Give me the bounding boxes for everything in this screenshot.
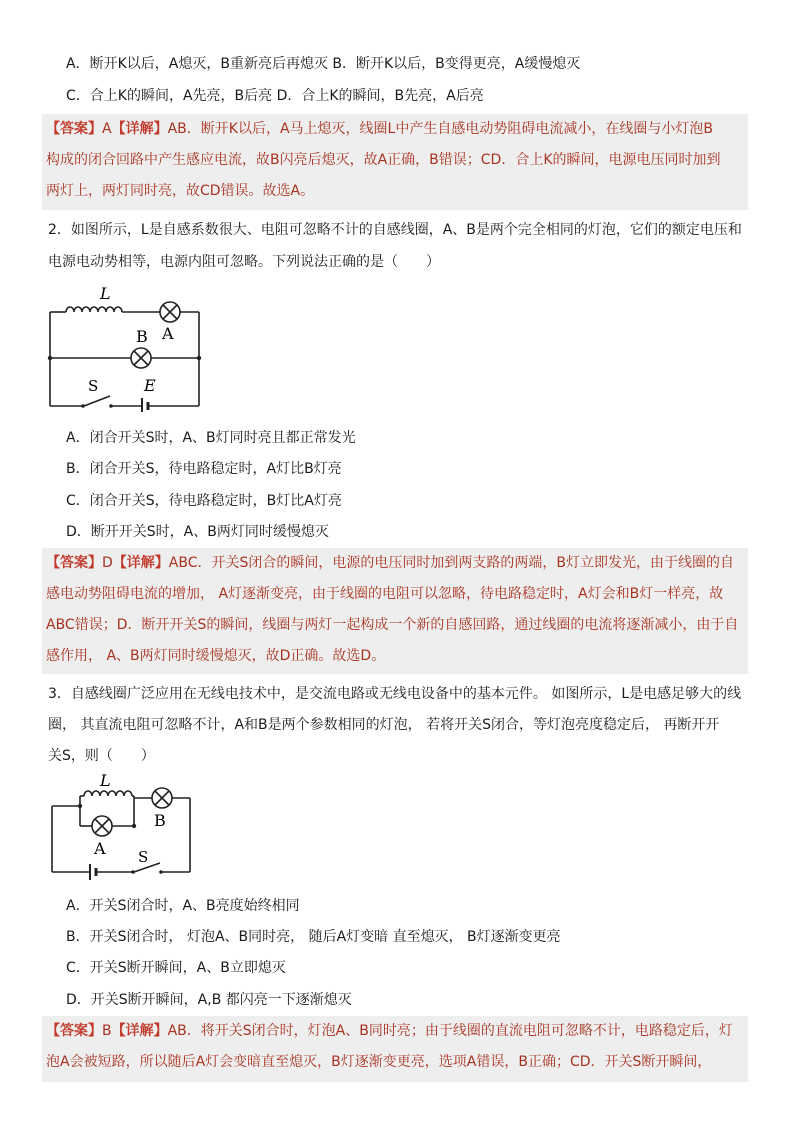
explain-text: 感作用， A、B两灯同时缓慢熄灭，故D正确。故选D。 bbox=[46, 648, 386, 664]
answer-letter: A bbox=[102, 121, 112, 137]
q2-option-b: B．闭合开关S，待电路稳定时，A灯比B灯亮 bbox=[66, 461, 342, 477]
q3-option-a: A．开关S闭合时，A、B亮度始终相同 bbox=[66, 898, 300, 914]
answer-tag: 【答案】 bbox=[46, 121, 102, 137]
explain-tag: 【详解】 bbox=[111, 1023, 168, 1039]
q3-stem: 圈， 其直流电阻可忽略不计，A和B是两个参数相同的灯泡， 若将开关S闭合，等灯泡亮度稳定后， 再断开开 bbox=[48, 717, 720, 733]
explain-tag: 【详解】 bbox=[111, 121, 168, 137]
q1-answer-box bbox=[42, 114, 748, 210]
q2-answer-box bbox=[42, 548, 748, 674]
explain-text: ABC．开关S闭合的瞬间，电源的电压同时加到两支路的两端，B灯立即发光，由于线圈的自 bbox=[168, 555, 734, 571]
q3-stem: 关S，则（ ） bbox=[48, 748, 155, 764]
q3-answer-box bbox=[42, 1016, 748, 1082]
q2-option-c: C．闭合开关S，待电路稳定时，B灯比A灯亮 bbox=[66, 493, 342, 509]
q2-stem: 电源电动势相等，电源内阻可忽略。下列说法正确的是（ ） bbox=[48, 254, 440, 270]
explain-tag: 【详解】 bbox=[112, 555, 169, 571]
answer-tag: 【答案】 bbox=[46, 555, 102, 571]
label-e: E bbox=[144, 376, 156, 395]
label-s: S bbox=[88, 377, 99, 395]
label-a: A bbox=[94, 839, 106, 858]
switch-s bbox=[84, 396, 110, 406]
q2-stem: 2．如图所示，L是自感系数很大、电阻可忽略不计的自感线圈，A、B是两个完全相同的灯泡，它们的额定电压和 bbox=[48, 222, 742, 238]
answer-letter: D bbox=[102, 555, 113, 571]
label-l: L bbox=[100, 284, 111, 303]
explain-text: 感电动势阻碍电流的增加， A灯逐渐变亮，由于线圈的电阻可以忽略，待电路稳定时，A灯会和B灯一样亮，故 bbox=[46, 586, 724, 602]
explain-text: AB．断开K以后，A马上熄灭，线圈L中产生自感电动势阻碍电流减小，在线圈与小灯泡B bbox=[167, 121, 713, 137]
answer-tag: 【答案】 bbox=[46, 1023, 102, 1039]
inductor-coil bbox=[84, 791, 132, 796]
label-b: B bbox=[154, 811, 166, 830]
explain-text: AB．将开关S闭合时，灯泡A、B同时亮；由于线圈的直流电阻可忽略不计，电路稳定后，灯 bbox=[167, 1023, 733, 1039]
q3-circuit-diagram bbox=[44, 770, 204, 888]
answer-letter: B bbox=[102, 1023, 112, 1039]
label-s: S bbox=[138, 848, 149, 866]
explain-text: 泡A会被短路，所以随后A灯会变暗直至熄灭，B灯逐渐变更亮，选项A错误，B正确；CD．开关S断开瞬间， bbox=[46, 1054, 712, 1070]
label-l: L bbox=[100, 771, 111, 790]
explain-text: 构成的闭合回路中产生感应电流，故B闪亮后熄灭，故A正确，B错误；CD．合上K的瞬间，电源电压同时加到 bbox=[46, 152, 721, 168]
q2-circuit-diagram bbox=[44, 280, 214, 412]
label-a: A bbox=[162, 324, 174, 343]
q3-option-d: D．开关S断开瞬间，A,B 都闪亮一下逐渐熄灭 bbox=[66, 992, 352, 1008]
inductor-coil bbox=[66, 307, 122, 312]
q3-stem: 3．自感线圈广泛应用在无线电技术中，是交流电路或无线电设备中的基本元件。 如图所示，L是电感足够大的线 bbox=[48, 686, 742, 702]
label-b: B bbox=[136, 327, 148, 346]
q1-options-ab: A．断开K以后，A熄灭，B重新亮后再熄灭 B．断开K以后，B变得更亮，A缓慢熄灭 bbox=[66, 56, 581, 72]
q2-option-d: D．断开开关S时，A、B两灯同时缓慢熄灭 bbox=[66, 524, 329, 540]
explain-text: 两灯上，两灯同时亮，故CD错误。故选A。 bbox=[46, 183, 315, 199]
q1-options-cd: C．合上K的瞬间，A先亮，B后亮 D．合上K的瞬间，B先亮，A后亮 bbox=[66, 88, 484, 104]
q2-option-a: A．闭合开关S时，A、B灯同时亮且都正常发光 bbox=[66, 430, 356, 446]
q3-option-b: B．开关S闭合时， 灯泡A、B同时亮， 随后A灯变暗 直至熄灭， B灯逐渐变更亮 bbox=[66, 929, 561, 945]
q3-option-c: C．开关S断开瞬间，A、B立即熄灭 bbox=[66, 960, 286, 976]
explain-text: ABC错误；D．断开开关S的瞬间，线圈与两灯一起构成一个新的自感回路，通过线圈的电流将逐渐减小，由于自 bbox=[46, 617, 739, 633]
